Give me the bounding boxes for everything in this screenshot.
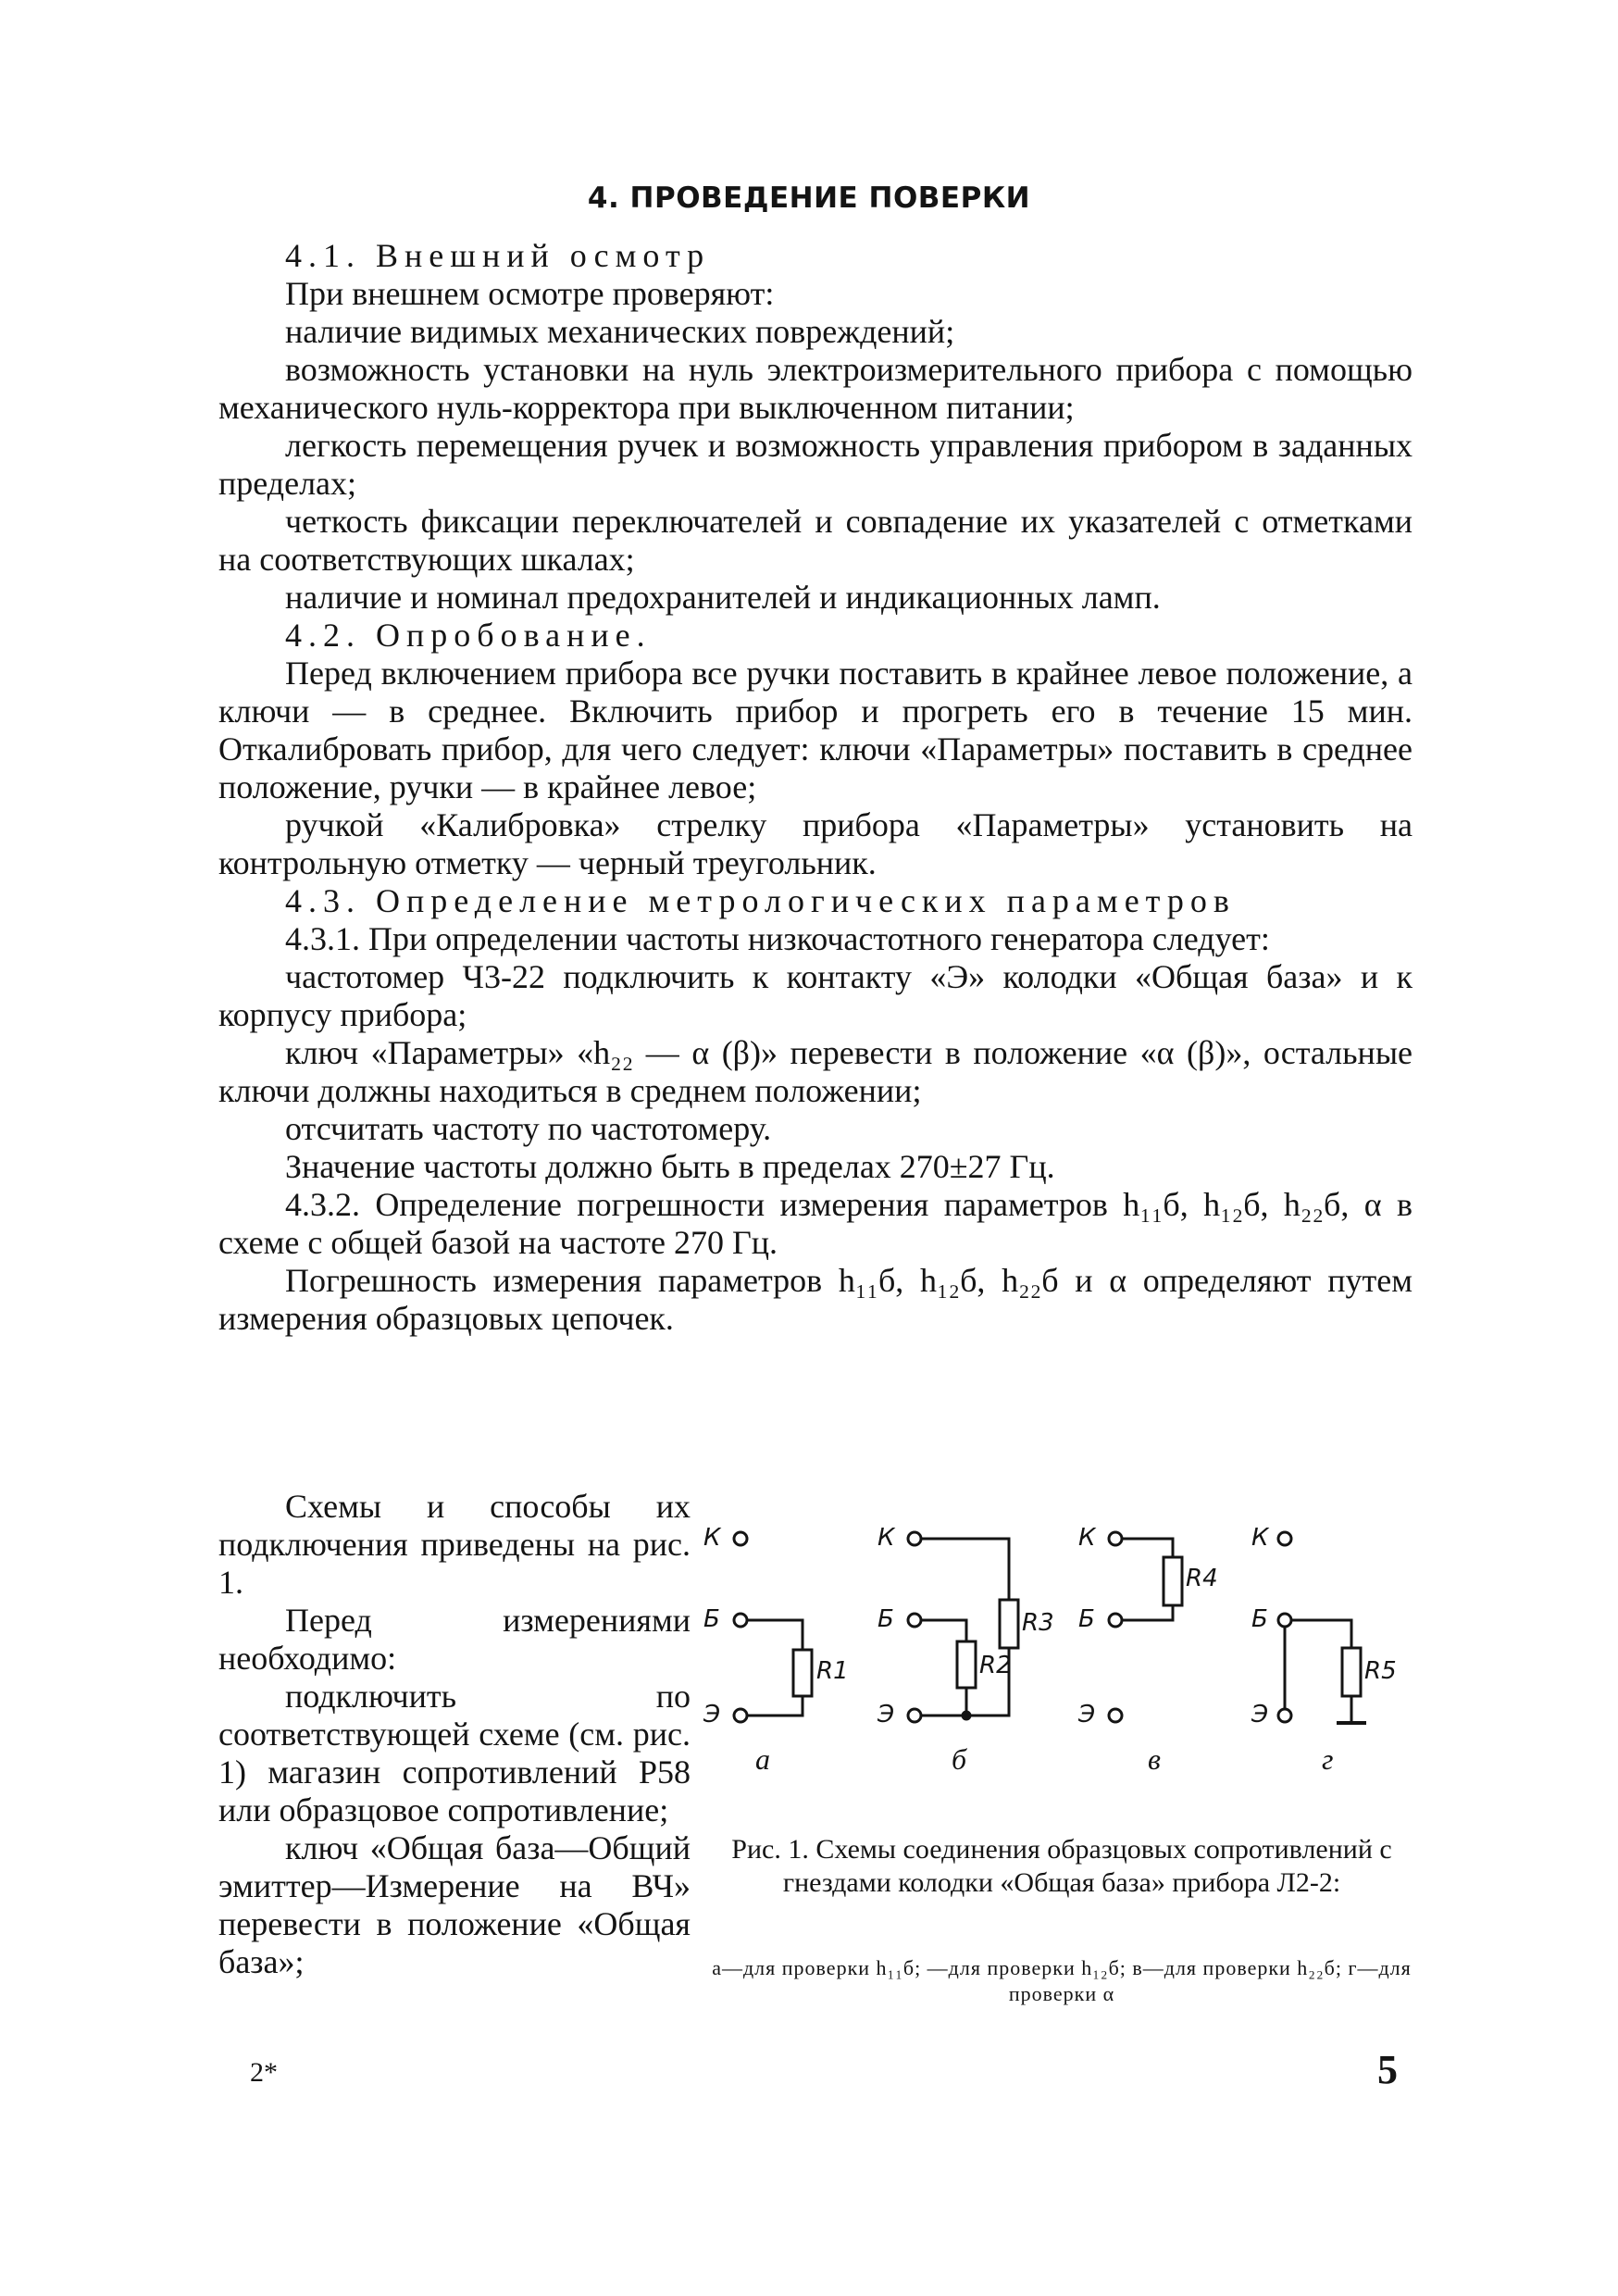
- figure-legend: а—для проверки h₁₁б; —для проверки h₁₂б; в—для проверки h₂₂б; г—для проверки α: [712, 1956, 1412, 2005]
- terminal-k: [908, 1532, 921, 1545]
- paragraph: Перед измерениями необходимо:: [218, 1602, 691, 1677]
- subsection-title-4-1: 4.1. Внешний осмотр: [285, 237, 711, 274]
- terminal-label-b: Б: [877, 1605, 894, 1633]
- list-item: возможность установки на нуль электроизмерительного прибора с помощью механического нуль-корректора при выключенном питании;: [218, 351, 1413, 426]
- terminal-label-k: К: [877, 1524, 895, 1552]
- wire: [1291, 1620, 1351, 1648]
- terminal-label-e: Э: [1078, 1701, 1096, 1728]
- figure-caption: Рис. 1. Схемы соединения образцовых сопротивлений с гнездами колодки «Общая база» прибора Л2-2:: [731, 1834, 1392, 1898]
- subsection-title-4-2: 4.2. Опробование.: [285, 617, 652, 654]
- list-item: легкость перемещения ручек и возможность управления прибором в заданных пределах;: [218, 427, 1413, 502]
- main-text: [218, 237, 1413, 1338]
- resistor-r4: [1164, 1557, 1182, 1605]
- resistor-label: R4: [1186, 1565, 1218, 1592]
- list-item: наличие и номинал предохранителей и индикационных ламп.: [285, 579, 1161, 616]
- resistor-r3: [1000, 1600, 1018, 1648]
- terminal-b: [734, 1614, 747, 1627]
- resistor-r2: [957, 1641, 976, 1688]
- sublabel-b: б: [952, 1742, 967, 1776]
- terminal-b: [908, 1614, 921, 1627]
- paragraph: Значение частоты должно быть в пределах 270±27 Гц.: [285, 1148, 1055, 1185]
- schematic-g: [1278, 1532, 1366, 1723]
- resistor-label: R1: [816, 1657, 849, 1685]
- paragraph: 4.3.2. Определение погрешности измерения параметров h₁₁б, h₁₂б, h₂₂б, α в схеме с общей базой на частоте 270 Гц.: [218, 1186, 1413, 1261]
- sublabel-v: в: [1148, 1742, 1161, 1776]
- wire: [747, 1696, 803, 1716]
- list-item: ключ «Параметры» «h₂₂ — α (β)» перевести в положение «α (β)», остальные ключи должны находиться в среднем положении;: [218, 1034, 1413, 1109]
- section-heading: 4. ПРОВЕДЕНИЕ ПОВЕРКИ: [587, 181, 1031, 215]
- subsection-title-4-3: 4.3. Определение метрологических параметров: [285, 882, 1236, 919]
- sublabel-g: г: [1322, 1742, 1334, 1776]
- terminal-label-e: Э: [703, 1701, 721, 1728]
- circuit-figure: [696, 1509, 1427, 1824]
- terminal-e: [908, 1709, 921, 1722]
- terminal-k: [1278, 1532, 1291, 1545]
- paragraph: Погрешность измерения параметров h₁₁б, h₁₂б, h₂₂б и α определяют путем измерения образцовых цепочек.: [218, 1262, 1413, 1337]
- terminal-label-k: К: [1251, 1524, 1269, 1552]
- schematic-b: [908, 1532, 1018, 1722]
- list-item: четкость фиксации переключателей и совпадение их указателей с отметками на соответствующих шкалах;: [218, 503, 1413, 578]
- wire: [921, 1539, 1009, 1600]
- list-item: подключить по соответствующей схеме (см. рис. 1) магазин сопротивлений Р58 или образцовое сопротивление;: [218, 1678, 691, 1828]
- terminal-k: [1109, 1532, 1122, 1545]
- wire: [747, 1620, 803, 1650]
- resistor-label: R2: [979, 1652, 1012, 1679]
- terminal-e: [1278, 1709, 1291, 1722]
- terminal-b: [1278, 1614, 1291, 1627]
- terminal-label-k: К: [703, 1524, 721, 1552]
- wire: [1122, 1539, 1173, 1557]
- schematic-v: [1109, 1532, 1182, 1722]
- resistor-r1: [793, 1650, 812, 1696]
- terminal-label-e: Э: [1251, 1701, 1269, 1728]
- paragraph: ручкой «Калибровка» стрелку прибора «Параметры» установить на контрольную отметку — черный треугольник.: [218, 806, 1413, 881]
- terminal-label-b: Б: [1078, 1605, 1095, 1633]
- paragraph: 4.3.1. При определении частоты низкочастотного генератора следует:: [285, 920, 1270, 957]
- junction-dot: [963, 1712, 970, 1719]
- terminal-e: [1109, 1709, 1122, 1722]
- circuit-diagrams: [696, 1509, 1427, 1824]
- list-item: частотомер Ч3-22 подключить к контакту «Э» колодки «Общая база» и к корпусу прибора;: [218, 958, 1413, 1033]
- paragraph: При внешнем осмотре проверяют:: [285, 275, 775, 312]
- resistor-label: R3: [1022, 1609, 1054, 1637]
- signature-mark: 2*: [250, 2057, 278, 2088]
- list-item: ключ «Общая база—Общий эмиттер—Измерение на ВЧ» перевести в положение «Общая база»;: [218, 1829, 691, 1980]
- page-number: 5: [1377, 2047, 1398, 2092]
- terminal-label-e: Э: [877, 1701, 895, 1728]
- narrow-column-text: [218, 1488, 691, 1981]
- schematic-a: [734, 1532, 812, 1722]
- paragraph: Схемы и способы их подключения приведены на рис. 1.: [218, 1488, 691, 1601]
- paragraph: Перед включением прибора все ручки поставить в крайнее левое положение, а ключи — в среднее. Включить прибор и прогреть его в течение 15 мин. Откалибровать прибор, для чего следует: ключи «Параметры» поставить в среднее положение, ручки — в крайнее левое;: [218, 655, 1413, 805]
- sublabel-a: а: [755, 1742, 770, 1776]
- wire: [921, 1620, 966, 1641]
- list-item: отсчитать частоту по частотомеру.: [285, 1110, 772, 1147]
- terminal-e: [734, 1709, 747, 1722]
- terminal-label-b: Б: [1251, 1605, 1268, 1633]
- wire: [1122, 1605, 1173, 1620]
- resistor-r5: [1342, 1648, 1361, 1696]
- terminal-b: [1109, 1614, 1122, 1627]
- terminal-k: [734, 1532, 747, 1545]
- terminal-label-b: Б: [703, 1605, 720, 1633]
- list-item: наличие видимых механических повреждений;: [285, 313, 955, 350]
- resistor-label: R5: [1364, 1657, 1397, 1685]
- terminal-label-k: К: [1078, 1524, 1096, 1552]
